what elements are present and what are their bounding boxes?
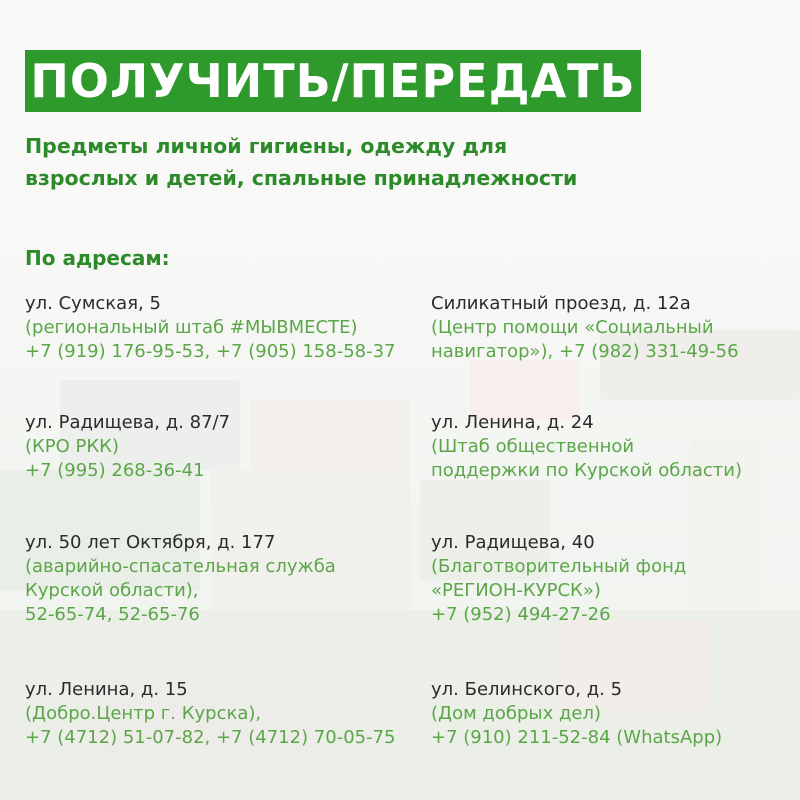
address-name: ул. Сумская, 5 [25, 293, 161, 314]
address-entry [25, 678, 405, 750]
address-name: ул. Белинского, д. 5 [431, 679, 623, 700]
address-entry [25, 411, 405, 483]
address-phone: +7 (919) 176-95-53, +7 (905) 158-58-37 [25, 341, 396, 362]
subtitle-line: взрослых и детей, спальные принадлежности [25, 166, 578, 190]
address-phone: +7 (952) 494-27-26 [431, 604, 611, 625]
subtitle-line: Предметы личной гигиены, одежду для [25, 134, 508, 158]
address-name: ул. Радищева, 40 [431, 532, 595, 553]
addresses-heading: По адресам: [25, 246, 170, 270]
address-detail: Курской области), [25, 580, 199, 601]
address-entry [431, 678, 800, 750]
address-entry [431, 411, 800, 483]
address-phone: +7 (910) 211-52-84 (WhatsApp) [431, 727, 723, 748]
address-name: ул. Ленина, д. 24 [431, 412, 594, 433]
address-detail: «РЕГИОН-КУРСК») [431, 580, 601, 601]
address-detail: (региональный штаб #МЫВМЕСТЕ) [25, 317, 358, 338]
address-entry [25, 531, 405, 627]
address-entry [25, 292, 405, 364]
address-detail: (Добро.Центр г. Курска), [25, 703, 262, 724]
title-banner [25, 50, 641, 112]
page-title: ПОЛУЧИТЬ/ПЕРЕДАТЬ [30, 54, 636, 108]
address-phone: навигатор»), +7 (982) 331-49-56 [431, 341, 739, 362]
address-entry [431, 531, 800, 627]
address-detail: (Центр помощи «Социальный [431, 317, 714, 338]
address-phone: 52-65-74, 52-65-76 [25, 604, 200, 625]
address-phone: +7 (4712) 51-07-82, +7 (4712) 70-05-75 [25, 727, 396, 748]
address-detail: (аварийно-спасательная служба [25, 556, 336, 577]
address-detail: поддержки по Курской области) [431, 460, 742, 481]
address-name: ул. 50 лет Октября, д. 177 [25, 532, 276, 553]
address-name: ул. Ленина, д. 15 [25, 679, 188, 700]
address-detail: (Благотворительный фонд [431, 556, 687, 577]
address-entry [431, 292, 800, 364]
address-phone: +7 (995) 268-36-41 [25, 460, 205, 481]
address-detail: (КРО РКК) [25, 436, 119, 457]
address-name: ул. Радищева, д. 87/7 [25, 412, 231, 433]
page-subtitle [25, 130, 705, 194]
address-detail: (Штаб общественной [431, 436, 635, 457]
address-detail: (Дом добрых дел) [431, 703, 602, 724]
address-name: Силикатный проезд, д. 12а [431, 293, 691, 314]
